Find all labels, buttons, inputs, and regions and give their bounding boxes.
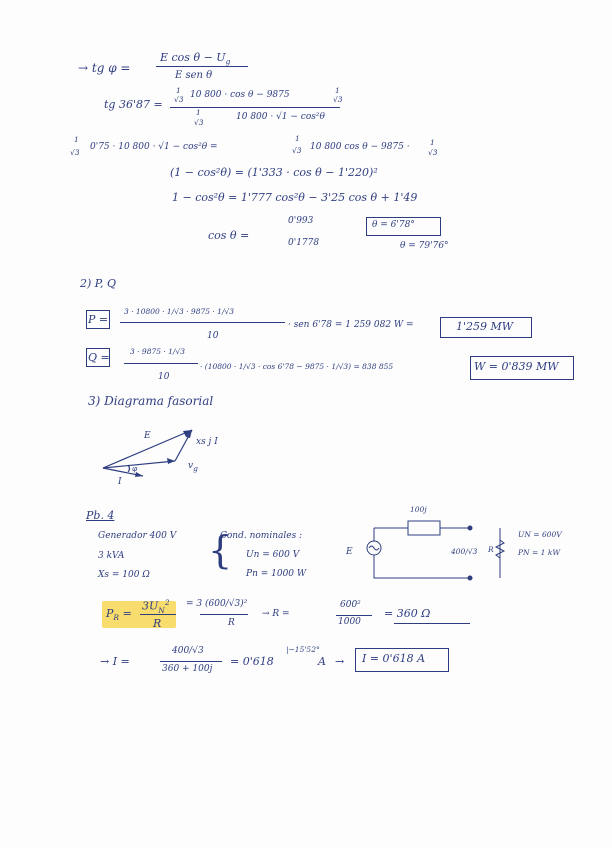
circuit-reactance-label: 100j	[410, 505, 427, 514]
p-result: · sen 6'78 = 1 259 082 W =	[288, 320, 414, 330]
generator-xs: Xs = 100 Ω	[98, 570, 150, 580]
nominal-pn: Pn = 1000 W	[246, 569, 307, 579]
frac-sqrt3: √3	[174, 95, 184, 104]
answer-underline	[394, 623, 470, 624]
eq-line-3a: 0'75 · 10 800 · √1 − cos²θ =	[90, 142, 218, 152]
pr-denominator: R	[153, 617, 162, 630]
eq-line-4: (1 − cos²θ) = (1'333 · cos θ − 1'220)²	[170, 166, 378, 179]
tg-phi-denominator: E sen θ	[175, 70, 213, 81]
circuit-un: UN = 600V	[518, 530, 562, 539]
eq-line-5: 1 − cos²θ = 1'777 cos²θ − 3'25 cos θ + 1'49	[172, 191, 418, 204]
frac-one: 1	[430, 138, 435, 147]
problem-4-title: Pb. 4	[86, 509, 115, 522]
generator-voltage: Generador 400 V	[98, 531, 177, 541]
answer-theta-2: θ = 79'76°	[400, 241, 449, 251]
fraction-bar	[160, 661, 222, 662]
circuit-pn: PN = 1 kW	[518, 548, 561, 557]
pr-substitution-den: R	[228, 618, 235, 628]
fraction-bar	[140, 614, 176, 615]
q-numerator: 3 · 9875 · 1/√3	[130, 347, 186, 356]
p-denominator: 10	[207, 331, 219, 341]
r-numerator: 600²	[340, 600, 361, 610]
q-result: · (10800 · 1/√3 · cos 6'78 − 9875 · 1/√3) = 838 855	[200, 362, 394, 371]
q-label: Q =	[88, 351, 110, 364]
frac-sqrt3: √3	[333, 95, 343, 104]
p-label: P =	[88, 313, 109, 326]
circuit-r-label: R	[488, 545, 494, 554]
arrow-right: →	[335, 655, 345, 668]
nominal-conditions: Cond. nominales :	[220, 531, 303, 541]
cos-theta-lhs: cos θ =	[208, 229, 250, 242]
tg-3687-numerator: 10 800 · cos θ − 9875	[190, 90, 290, 100]
i-denominator: 360 + 100j	[162, 664, 213, 674]
p-answer: 1'259 MW	[456, 320, 514, 333]
pr-substitution: = 3 (600/√3)²	[186, 599, 248, 609]
frac-one: 1	[335, 86, 340, 95]
circuit-voltage-label: 400/√3	[451, 547, 478, 556]
fraction-bar	[200, 614, 248, 615]
answer-theta-1: θ = 6'78°	[372, 220, 415, 230]
frac-sqrt3: √3	[194, 118, 204, 127]
frac-one: 1	[74, 135, 79, 144]
frac-one: 1	[196, 108, 201, 117]
r-denominator: 1000	[338, 617, 361, 627]
phasor-label-e: E	[144, 431, 151, 441]
phasor-label-i: I	[118, 477, 122, 487]
p-numerator: 3 · 10800 · 1/√3 · 9875 · 1/√3	[124, 307, 235, 316]
r-answer: = 360 Ω	[384, 607, 431, 620]
tg-phi-lhs: → tg φ =	[78, 61, 131, 75]
i-angle: |−15'52°	[286, 645, 320, 654]
q-denominator: 10	[158, 372, 170, 382]
tg-3687-denominator: 10 800 · √1 − cos²θ	[236, 112, 325, 122]
fraction-bar	[336, 615, 372, 616]
root-2: 0'1778	[288, 238, 320, 248]
reactance-block	[408, 521, 440, 535]
i-lhs: → I =	[100, 655, 130, 668]
root-1: 0'993	[288, 216, 314, 226]
i-answer: I = 0'618 A	[362, 652, 426, 665]
tg-phi-numerator: E $\cos \theta - U_g$	[160, 51, 231, 67]
phasor-label-vg: $v_g$	[188, 461, 198, 473]
tg-3687-lhs: tg 36'87 =	[104, 98, 163, 111]
section-2-title: 2) P, Q	[80, 277, 116, 290]
frac-one: 1	[295, 134, 300, 143]
r-lhs: → R =	[262, 609, 290, 619]
generator-power: 3 kVA	[98, 551, 125, 561]
i-unit: A	[318, 655, 326, 668]
q-answer: W = 0'839 MW	[474, 360, 559, 373]
i-magnitude: = 0'618	[230, 655, 274, 668]
frac-one: 1	[176, 86, 181, 95]
i-numerator: 400/√3	[172, 646, 204, 656]
phasor-label-xsji: xs j I	[196, 437, 218, 447]
frac-sqrt3: √3	[428, 148, 438, 157]
brace: {	[208, 528, 233, 572]
circuit-e-label: E	[346, 547, 353, 557]
phasor-label-phi: φ	[132, 464, 138, 473]
pr-lhs: $P_R$ =	[106, 607, 132, 623]
eq-line-3b: 10 800 cos θ − 9875 ·	[310, 142, 410, 152]
frac-sqrt3: √3	[292, 146, 302, 155]
nominal-un: Un = 600 V	[246, 550, 300, 560]
pr-numerator: $3U_N^2$	[142, 598, 170, 615]
frac-sqrt3: √3	[70, 148, 80, 157]
section-3-title: 3) Diagrama fasorial	[88, 394, 214, 408]
